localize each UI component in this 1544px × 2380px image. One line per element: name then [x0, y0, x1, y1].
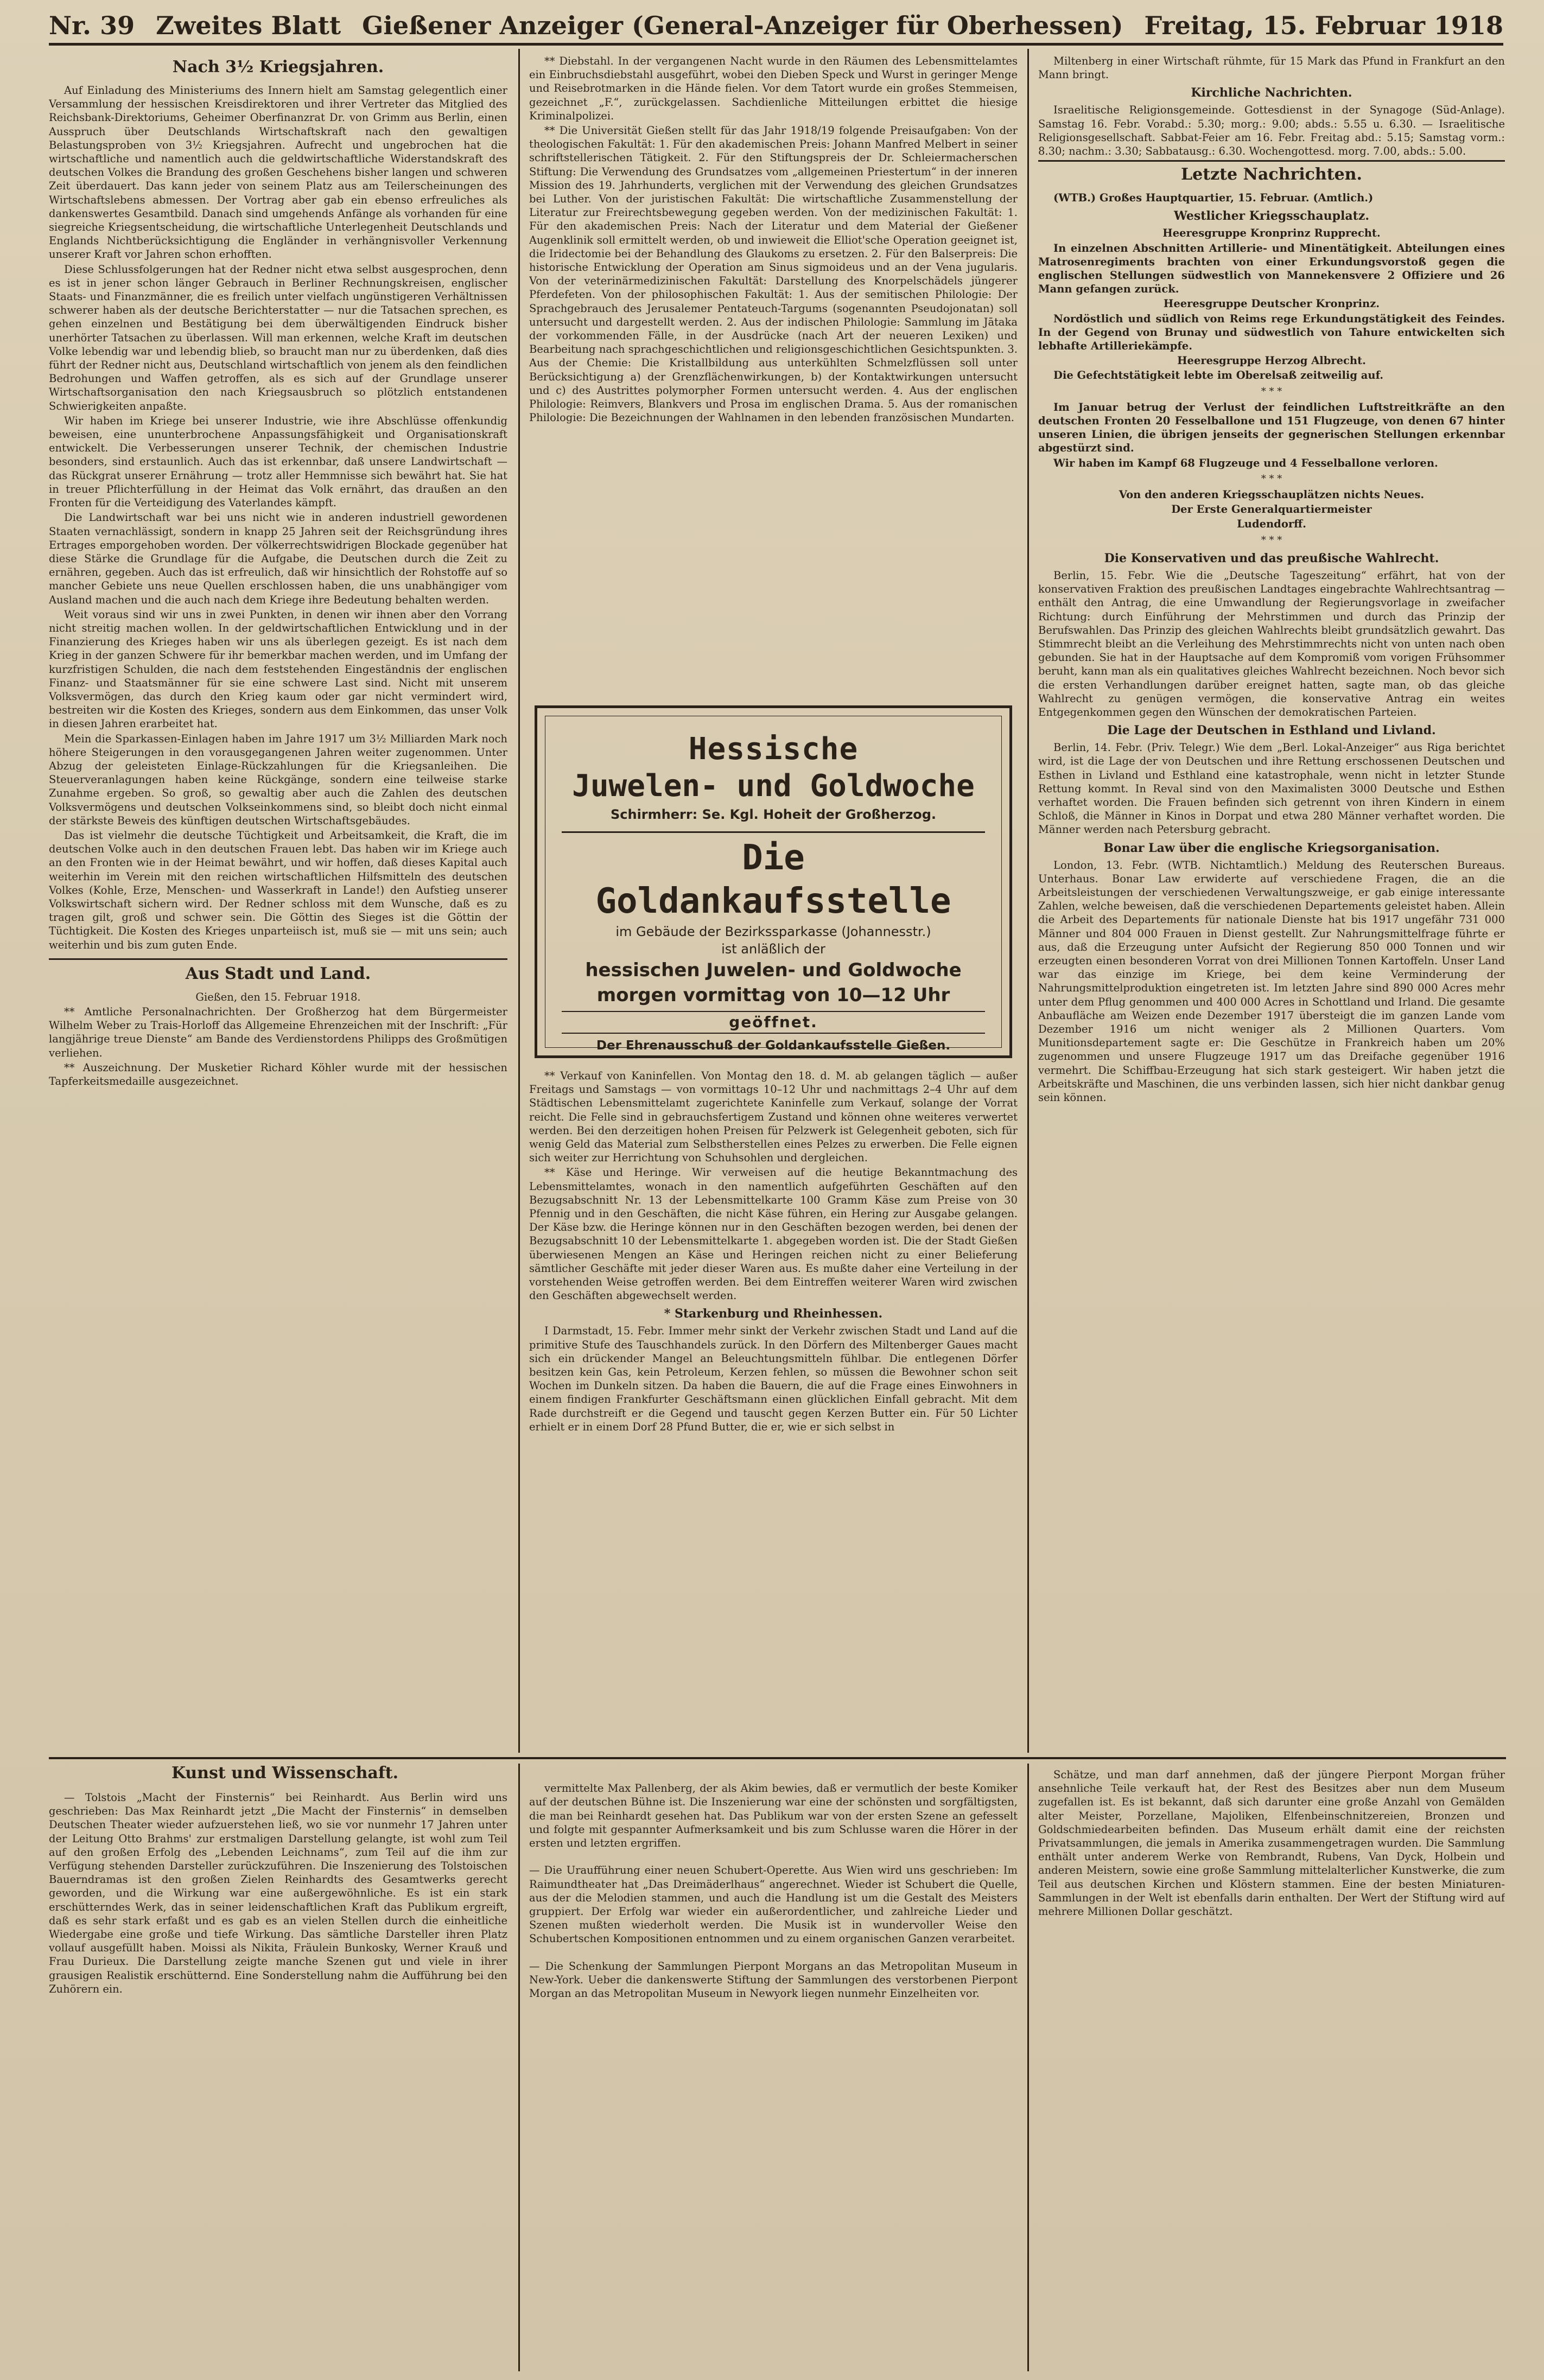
army-group: Heeresgruppe Deutscher Kronprinz.: [1163, 297, 1380, 310]
church-text: Israelitische Religionsgemeinde. Gottesdienst in der Synagoge (Süd-Anlage). Samstag 16. Febr. Vorabd.: 5.30; morg.: 9.00; abds.: 5.55 u. 6.30. — Israelitische Religionsgesellschaft. Sabbat-Feier am 16. Febr. Freitag abd.: 5.15; Samstag vorm.: 8.30; nachm.: 3.30; Sabbatausg.: 6.30. Wochengottesd. morg. 7.00, abds.: 5.00.: [1038, 104, 1505, 158]
west-front-heading: Westlicher Kriegsschauplatz.: [1174, 209, 1369, 224]
news-intro: (WTB.) Großes Hauptquartier, 15. Februar. (Amtlich.): [1053, 192, 1374, 205]
other-fronts: Von den anderen Kriegsschauplätzen nichts Neues.: [1119, 488, 1425, 501]
article-paragraph: Berlin, 15. Febr. Wie die „Deutsche Tageszeitung“ erfährt, hat von der konservativen Fraktion des preußischen Landtages eingebrachte Wahlrechtsantrag — enthält den Antrag, die eine Umwandlung der Regierungsvorlage in zweifacher Richtung: durch Einführung der Mehrstimmen und durch das Prinzip der Berufswahlen. Das Prinzip des gleichen Wahlrechts bleibt grundsätzlich gewahrt. Das Stimmrecht bleibt an die Verleihung des Mehrstimmrechts nicht von unten nach oben gebunden. Sie hat in der Hauptsache auf dem Kompromiß vom vorigen Frühsommer beruht, kann man als ein qualitatives gleiches Wahlrecht bezeichnen. Noch bevor sich die ersten Verhandlungen darüber ereignet hatten, sagte man, ob das gleiche Wahlrecht zu genügen vermögen, die konservative Antrag ein weites Entgegenkommen gegen den Wünschen der demokratischen Parteien.: [1038, 569, 1505, 718]
church-heading: Kirchliche Nachrichten.: [1191, 86, 1352, 100]
column-2-upper: [529, 54, 1018, 697]
article-paragraph: ** Käse und Heringe. Wir verweisen auf die heutige Bekanntmachung des Lebensmittelamtes, wonach in den namentlich aufgeführten Geschäften auf den Bezugsabschnitt Nr. 13 der Lebensmittelkarte 100 Gramm Käse zum Preise von 30 Pfennig und in den Geschäften, die nicht Käse führen, ein Hering zur Ausgabe gelangen. Der Käse bzw. die Heringe können nur in den Geschäften bezogen werden, bei denen der Bezugsabschnitt 10 der Lebensmittelkarte 1. abgegeben worden ist. Die der Stadt Gießen überwiesenen Mengen an Käse und Heringen reichen nicht zu einer Belieferung sämtlicher Geschäfte mit jeder dieser Waren aus. Es mußte daher eine Verteilung in der vorstehenden Weise getroffen werden. Bei dem Eintreffen weiterer Waren wird zwischen den Geschäften abgewechselt werden.: [529, 1166, 1018, 1302]
article-paragraph: Berlin, 14. Febr. (Priv. Telegr.) Wie dem „Berl. Lokal-Anzeiger“ aus Riga berichtet wird, ist die Lage der von Deutschen und ihre Rettung erschossenen Deutschen und Esthen in Livland und Esthland eine katastrophale, wenn nicht in letzter Stunde Rettung kommt. In Reval sind von den Maximalisten 3000 Deutsche und Esthen verhaftet worden. Die Frauen befinden sich getrennt von ihren Kindern in einem Schloß, die Männer in Kinos in Dorpat und etwa 280 Männer verhaftet worden. Die Männer werden nach Petersburg gebracht.: [1038, 741, 1505, 836]
article-paragraph: vermittelte Max Pallenberg, der als Akim bewies, daß er vermutlich der beste Komiker auf der deutschen Bühne ist. Die Inszenierung war eine der schönsten und sorgfältigsten, die man bei Reinhardt gesehen hat. Das Publikum war von der ersten Szene an gefesselt und folgte mit gespannter Aufmerksamkeit und bis zum Schlusse waren die Hörer in der ersten und letzten ergriffen. — Die Uraufführung einer neuen Schubert-Operette. Aus Wien wird uns geschrieben: Im Raimundtheater hat „Das Dreimäderlhaus“ angerechnet. Wieder ist Schubert die Quelle, aus der die Melodien stammen, und auch die Handlung ist um die Gestalt des Meisters gruppiert. Der Erfolg war wieder ein außerordentlicher, und zahlreiche Lieder und Szenen mußten wiederholt werden. Die Musik ist in wundervoller Weise den Schubertschen Kompositionen entnommen und zu einem organischen Ganzen verarbeitet. — Die Schenkung der Sammlungen Pierpont Morgans an das Metropolitan Museum in New-York. Ueber die dankenswerte Stiftung der Sammlungen des verstorbenen Pierpont Morgan an das Metropolitan Museum in Newyork liegen nunmehr Einzelheiten vor.: [529, 1782, 1018, 2000]
ad-line-goldwoche: Juwelen- und Goldwoche: [572, 768, 975, 804]
local-paragraph: ** Amtliche Personalnachrichten. Der Großherzog hat dem Bürgermeister Wilhelm Weber zu Trais-Horloff das Allgemeine Ehrenzeichen mit der Inschrift: „Für langjährige treue Dienste“ am Bande des Verdienstordens Philipps des Großmütigen verliehen.: [49, 1006, 507, 1059]
column-rule: [1027, 49, 1029, 1753]
army-group: Heeresgruppe Herzog Albrecht.: [1177, 354, 1366, 367]
article-heading: Nach 3½ Kriegsjahren.: [172, 58, 384, 77]
ad-event: hessischen Juwelen- und Goldwoche: [585, 959, 962, 981]
ad-headline: Die Goldankaufsstelle: [562, 831, 985, 923]
issue-date: Freitag, 15. Februar 1918: [1144, 10, 1503, 40]
separator: * * *: [1261, 385, 1282, 397]
ad-time: morgen vormittag von 10—12 Uhr: [596, 984, 950, 1006]
column-3: [1038, 54, 1505, 1753]
subsection-heading: * Starkenburg und Rheinhessen.: [664, 1307, 883, 1321]
sheet-label: Zweites Blatt: [156, 10, 341, 40]
ad-line-hessische: Hessische: [688, 731, 859, 767]
ad-signature: Der Ehrenausschuß der Goldankaufsstelle Gießen.: [596, 1039, 951, 1053]
column-rule: [518, 49, 520, 1753]
column-2-lower: [529, 1069, 1018, 1753]
army-report: Nordöstlich und südlich von Reims rege Erkundungstätigkeit des Feindes. In der Gegend von Brunay und südwestlich von Tahure entwickelten sich lebhafte Artilleriekämpfe.: [1038, 312, 1505, 353]
column-rule: [1027, 1764, 1029, 2371]
army-report: In einzelnen Abschnitten Artillerie- und Minentätigkeit. Abteilungen eines Matrosenregiments brachten von einer Erkundungsvorstoß gegen die englischen Stellungen südwestlich von Mannekensvere 2 Offiziere und 26 Mann gefangen zurück.: [1038, 241, 1505, 296]
ad-status: geöffnet.: [562, 1011, 985, 1034]
article-paragraph: Schätze, und man darf annehmen, daß der jüngere Pierpont Morgan früher ansehnliche Teile verkauft hat, der Rest des Besitzes aber nun dem Museum zugefallen ist. Es ist bekannt, daß sich darunter eine große Anzahl von Gemälden alter Meister, Porzellane, Majoliken, Elfenbeinschnitzereien, Bronzen und Goldschmiedearbeiten befinden. Das Museum erhält damit eine der reichsten Privatsammlungen, die jemals in Amerika zusammengetragen wurden. Die Sammlung enthält unter anderem Werke von Rembrandt, Rubens, Van Dyck, Holbein und anderen Meistern, sowie eine große Sammlung mittelalterlicher Kunstwerke, die zum Teil aus deutschen Kirchen und Klöstern stammen. Eine der besten Miniaturen-Sammlungen in der Welt ist ebenfalls darin enthalten. Der Wert der Stiftung wird auf mehrere Millionen Dollar geschätzt.: [1038, 1768, 1505, 1918]
bonar-law-heading: Bonar Law über die englische Kriegsorganisation.: [1103, 841, 1440, 855]
article-paragraph: Miltenberg in einer Wirtschaft rühmte, für 15 Mark das Pfund in Frankfurt an den Mann bringt.: [1038, 55, 1505, 81]
column-rule: [518, 1764, 520, 2371]
latest-news-heading: Letzte Nachrichten.: [1038, 160, 1505, 186]
article-paragraph: Wir haben im Kriege bei unserer Industrie, wie ihre Abschlüsse offenkundig beweisen, eine ununterbrochene Anpassungsfähigkeit und Organisationskraft entwickelt. Die Verbesserungen unserer Technik, der chemischen Industrie besonders, sind erstaunlich. Auch das ist erkennbar, daß unsere Landwirtschaft — das Rückgrat unserer Ernährung — trotz aller Hemmnisse sich bewährt hat. Sie hat in treuer Pflichterfüllung in der Heimat das Volk ernährt, das draußen an den Fronten für die Verteidigung des Vaterlandes kämpft.: [49, 414, 507, 510]
article-paragraph: Weit voraus sind wir uns in zwei Punkten, in denen wir ihnen aber den Vorrang nicht streitig machen wollen. In der geldwirtschaftlichen Entwicklung und in der Finanzierung des Krieges haben wir uns als überlegen gezeigt. Es ist nach dem Krieg in der ganzen Schwere für ihr bemerkbar machen werden, und im Umfang der kurzfristigen Schulden, die nach dem feststehenden Eingeständnis der englischen Finanz- und Staatsmänner für sie eine schwere Last sind. Nicht mit unserem Volksvermögen, das durch den Krieg kaum oder gar nicht vermindert wird, bestreiten wir die Kosten des Krieges, sondern aus dem Einkommen, das unser Volk in diesen Jahren erarbeitet hat.: [49, 608, 507, 730]
army-group: Heeresgruppe Kronprinz Rupprecht.: [1162, 227, 1381, 240]
article-paragraph: ** Verkauf von Kaninfellen. Von Montag den 18. d. M. ab gelangen täglich — außer Freitags und Samstags — von vormittags 10–12 Uhr und nachmittags 2–4 Uhr auf dem Städtischen Lebensmittelamt zugerichtete Kaninfelle zum Verkauf, solange der Vorrat reicht. Die Felle sind in gebrauchsfertigem Zustand und können ohne weiteres verwertet werden. Bei den derzeitigen hohen Preisen für Pelzwerk ist Gelegenheit geboten, sich für wenig Geld das Material zum Selbstherstellen eines Pelzes zu erwerben. Die Felle eignen sich weiter zur Herrichtung von Schuhsohlen und dergleichen.: [529, 1070, 1018, 1164]
own-losses: Wir haben im Kampf 68 Flugzeuge und 4 Fesselballone verloren.: [1053, 456, 1438, 469]
ad-frame: [545, 716, 1002, 1053]
ad-occasion: ist anläßlich der: [721, 941, 825, 957]
article-paragraph: Das ist vielmehr die deutsche Tüchtigkeit und Arbeitsamkeit, die Kraft, die im deutschen Volke auch in den deutschen Frauen lebt. Das haben wir im Kriege auch an den Fronten wie in der Heimat bewährt, und wir hoffen, daß dieses Kapital auch weiterhin im Verein mit den reichen wirtschaftlichen Hilfsmitteln des deutschen Volkes (Kohle, Erze, Menschen- und Wasserkraft in Lande!) den Aufstieg unserer Volkswirtschaft sichern wird. Der Redner schloss mit dem Wunsche, daß es zu tragen gilt, groß und schwer sein. Die Göttin des Sieges ist die Göttin der Tüchtigkeit. Die Kosten des Krieges unparteiisch ist, muß sie — mit uns sein; auch weiterhin und bis zum guten Ende.: [49, 829, 507, 951]
separator: * * *: [1261, 534, 1282, 546]
signer-title: Der Erste Generalquartiermeister: [1171, 503, 1372, 516]
baltic-heading: Die Lage der Deutschen in Esthland und Livland.: [1107, 723, 1436, 738]
article-paragraph: — Tolstois „Macht der Finsternis“ bei Reinhardt. Aus Berlin wird uns geschrieben: Das Max Reinhardt jetzt „Die Macht der Finsternis“ in demselben Deutschen Theater wieder aufzuerstehen ließ, wo sie vor nunmehr 17 Jahren unter der Leitung Otto Brahms' zur erstmaligen Darstellung gelangte, ist wohl zum Teil auf den großen Erfolg des „Lebenden Leichnams“, zum Teil auf die ihm zur Verfügung stehenden Darsteller zurückzuführen. Die Inszenierung des Tolstoischen Bauerndramas ist den großen Zielen Reinhardts des Gesamtwerks gerecht geworden, und die Wirkung war eine außergewöhnliche. Es ist ein stark erschütterndes Werk, das in seiner leidenschaftlichen Kraft das Publikum ergreift, daß es sehr stark erfaßt und es gab es an vielen Stellen durch die einheitliche Wiedergabe eine große und tiefe Wirkung. Das sämtliche Darsteller ihren Platz vollauf ausgefüllt haben. Moissi als Nikita, Fräulein Bunkosky, Werner Krauß und Frau Durieux. Die Darstellung zeigte manche Szenen gut und viele in ihrer grausigen Realistik erschütternd. Eine Sonderstellung nahm die Aufführung bei den Zuhörern ein.: [49, 1791, 507, 1995]
local-paragraph: ** Auszeichnung. Der Musketier Richard Köhler wurde mit der hessischen Tapferkeitsmedaille ausgezeichnet.: [49, 1061, 507, 1088]
art-column-3: [1038, 1768, 1505, 2371]
signer-name: Ludendorff.: [1237, 518, 1306, 531]
army-report: Die Gefechtstätigkeit lebte im Oberelsaß zeitweilig auf.: [1053, 369, 1384, 382]
article-paragraph: London, 13. Febr. (WTB. Nichtamtlich.) Meldung des Reuterschen Bureaus. Unterhaus. Bonar Law erwiderte auf verschiedene Fragen, die an die Arbeitsleistungen der verschiedenen Verwaltungszweige, er gab einige interessante Zahlen, welche beweisen, daß die verschiedenen Departements geleistet haben. Allein die Arbeit des Departements für nationale Dienste hat bis 1917 ungefähr 731 000 Männer und 804 000 Frauen in Dienst gestellt. Zur Nahrungsmittelfrage führte er aus, daß die Erzeugung unter Aufsicht der Regierung 850 000 Tonnen und wir erzeugten einen besonderen Vorrat von drei Millionen Tonnen Kartoffeln. Unser Land war das einzige im Kriege, bei dem keine Verminderung der Nahrungsmittelproduktion eingetreten ist. Im letzten Jahre sind 890 000 Acres mehr unter dem Pflug genommen und 400 000 Acres in Schottland und Irland. Die gesamte Anbaufläche am Weizen ende Dezember 1917 übersteigt die im ganzen Lande vom Dezember 1916 um nicht weniger als 2 Millionen Quarters. Vom Munitionsdepartement sagte er: Die Geschütze in Frankreich haben um 20% zugenommen und unsere Flugzeuge 1917 um das Dreifache gegenüber 1916 vermehrt. Die Schiffbau-Erzeugung hat sich stark gesteigert. Wir haben jetzt die Arbeitskräfte und Maschinen, die uns verbinden lassen, sich hier nicht dankbar genug sein können.: [1038, 858, 1505, 1104]
article-paragraph: Die Landwirtschaft war bei uns nicht wie in anderen industriell gewordenen Staaten vernachlässigt, sondern in knapp 25 Jahren seit der Reichsgründung ihres Ertrages emporgehoben worden. Der völkerrechtswidrigen Blockade gegenüber hat diese Stärke die Grundlage für die Aufgabe, die Deutschen durch die Zeit zu ernähren, gegeben. Auch das ist erfreulich, daß wir hinsichtlich der Rohstoffe auf so mancher Gebiete uns neue Quellen erschlossen haben, die uns unabhängiger vom Ausland machen und die auch nach dem Kriege ihre Bedeutung behalten werden.: [49, 511, 507, 606]
column-1: [49, 54, 507, 1753]
masthead: [49, 8, 1503, 46]
article-paragraph: ** Diebstahl. In der vergangenen Nacht wurde in den Räumen des Lebensmittelamtes ein Einbruchsdiebstahl ausgeführt, wobei den Dieben Speck und Wurst in geringer Menge und Reisebrotmarken in die Hände fielen. Vor dem Tatort wurde ein großes Stemmeisen, gezeichnet „F.“, zurückgelassen. Sachdienliche Mitteilungen erbittet die hiesige Kriminalpolizei.: [529, 55, 1018, 122]
local-news-heading: Aus Stadt und Land.: [49, 958, 507, 985]
art-column-1: [49, 1791, 507, 2371]
dateline: Gießen, den 15. Februar 1918.: [195, 990, 361, 1003]
losses-report: Im Januar betrug der Verlust der feindlichen Luftstreitkräfte an den deutschen Fronten 20 Fesselballone und 151 Flugzeuge, von denen 67 hinter unseren Linien, die übrigen jenseits der gegnerischen Stellungen erkennbar abgestürzt sind.: [1038, 400, 1505, 455]
section-rule: [49, 1757, 1506, 1759]
ad-place: im Gebäude der Bezirkssparkasse (Johannesstr.): [615, 924, 931, 939]
issue-number: Nr. 39: [49, 10, 135, 40]
article-paragraph: I Darmstadt, 15. Febr. Immer mehr sinkt der Verkehr zwischen Stadt und Land auf die primitive Stufe des Tauschhandels zurück. In den Dörfern des Miltenberger Gaues macht sich ein drückender Mangel an Beleuchtungsmitteln fühlbar. Die entlegenen Dörfer besitzen kein Gas, kein Petroleum, Kerzen fehlen, so müssen die Bewohner schon seit Wochen im Dunkeln sitzen. Da haben die Bauern, die auf die Frage eines Einwohners in einem findigen Frankfurter Geschäftsmann einen glücklichen Einfall gebracht. Mit dem Rade durchstreift er die Gegend und tauscht gegen Kerzen Butter ein. Für 50 Lichter erhielt er in einem Dorf 28 Pfund Butter, die er, wie er sich selbst in: [529, 1325, 1018, 1433]
article-paragraph: ** Die Universität Gießen stellt für das Jahr 1918/19 folgende Preisaufgaben: Von der theologischen Fakultät: 1. Für den akademischen Preis: Johann Manfred Melbert in seiner schriftstellerischen Tätigkeit. 2. Für den Stiftungspreis der Dr. Schleiermacherschen Stiftung: Die Verwendung des Grundsatzes vom „allgemeinen Priestertum“ in der inneren Mission des 19. Jahrhunderts, verglichen mit der Verwendung des gleichen Grundsatzes bei Luther. Von der juristischen Fakultät: Die wirtschaftliche Zusammenstellung der Literatur zur Freirechtsbewegung gegeben werden. Von der medizinischen Fakultät: 1. Für den akademischen Preis: Nach der Literatur und dem Material der Gießener Augenklinik soll ermittelt werden, ob und inwieweit die Elliot'sche Operation geeignet ist, die Iridectomie bei der Behandlung des Glaukoms zu ersetzen. 2. Für den Balserpreis: Die historische Entwicklung der Operation am Sinus sigmoideus und an der Vena jugularis. Von der veterinärmedizinischen Fakultät: Darstellung des Knorpelschädels jüngerer Pferdefeten. Von der philosophischen Fakultät: 1. Aus der semitischen Philologie: Der Sprachgebrauch des Jerusalemer Pentateuch-Targums (sogenannten Pseudojonatan) soll untersucht und dargestellt werden. 2. Aus der indischen Philologie: Sammlung im Jātaka der vorkommenden Fälle, in der Ausdrücke (nach Art der neueren Lexiken) und Bearbeitung nach sprachgeschichtlichen und religionsgeschichtlichen Gesichtspunkten. 3. Aus der Chemie: Die Kristallbildung aus unterkühlten Schmelzflüssen soll unter Berücksichtigung a) der Grenzflächenwirkungen, b) der Kontaktwirkungen untersucht und c) des Austrittes polymorpher Formen untersucht werden. 4. Aus der englischen Philologie: Reimvers, Blankvers und Prosa im englischen Drama. 5. Aus der romanischen Philologie: Die Bezeichnungen der Wahlnamen in den lebenden französischen Mundarten.: [529, 124, 1018, 424]
ad-patron: Schirmherr: Se. Kgl. Hoheit der Großherzog.: [610, 807, 937, 822]
newspaper-title: Gießener Anzeiger (General-Anzeiger für Oberhessen): [362, 10, 1123, 40]
article-paragraph: Diese Schlussfolgerungen hat der Redner nicht etwa selbst ausgesprochen, denn es ist in jener schon länger Gebrauch in Berliner Rechnungskreisen, englischer Staats- und Finanzmänner, die es freilich unter vielfach ungünstigeren Verhältnissen schwerer haben als der deutsche Berichterstatter — nur die Tatsachen sprechen, es gehen einzelnen und Bestätigung bei dem überwältigenden Eindruck bisher unerhörter Tatsachen zu überlassen. Will man erkennen, welche Kraft im deutschen Volke lebendig war und lebendig blieb, so braucht man nur zu überdenken, daß dies führt der Redner nicht aus, Deutschland wirtschaftlich von jenem als den feindlichen Bedrohungen und Waffen getroffen, als es sich auf der Grundlage unserer Wirtschaftsorganisation den nach Kriegsausbruch so plötzlich entstandenen Schwierigkeiten anpaßte.: [49, 263, 507, 412]
art-column-2: [529, 1768, 1018, 2371]
conservative-heading: Die Konservativen und das preußische Wahlrecht.: [1104, 551, 1439, 565]
art-section-heading: Kunst und Wissenschaft.: [171, 1764, 399, 1783]
goldankauf-advertisement: [535, 705, 1012, 1058]
separator: * * *: [1261, 473, 1282, 485]
article-paragraph: Mein die Sparkassen-Einlagen haben im Jahre 1917 um 3½ Milliarden Mark noch höhere Steigerungen in den vorausgegangenen Jahren weiter zugenommen. Unter Abzug der geleisteten Einlage-Rückzahlungen für die Kriegsanleihen. Die Steuerveranlagungen haben keine Rückgänge, sondern eine teilweise starke Zunahme ergeben. So groß, so gewaltig aber auch die Zahlen des deutschen Volksvermögens und deutschen Volkseinkommens sind, so bleibt doch nicht einmal der stärkste Beweis des künftigen deutschen Wirtschaftsgebäudes.: [49, 732, 507, 827]
article-paragraph: Auf Einladung des Ministeriums des Innern hielt am Samstag gelegentlich einer Versammlung der hessischen Kreisdirektoren und ihrer Vertreter das Mitglied des Reichsbank-Direktoriums, Geheimer Oberfinanzrat Dr. von Grimm aus Berlin, einen Ausspruch über Deutschlands Wirtschaftskraft nach den gewaltigen Belastungsproben von 3½ Kriegsjahren. Aufrecht und ungebrochen hat die wirtschaftliche und namentlich auch die geldwirtschaftliche Widerstandskraft des deutschen Volkes die Brandung des großen Geschehens bisher langen und schweren Zeit überdauert. Das kann jeder von seinem Platz aus am Teilerscheinungen des Wirtschaftslebens abmessen. Der Vortrag aber gab ein ebenso erfreuliches als dankenswertes Gesamtbild. Danach sind umgehends Anfänge als vorhanden für eine siegreiche Kriegsentscheidung, die wirtschaftliche Unterlegenheit Deutschlands und Englands Nichtberücksichtigung die Engländer in verhängnisvoller Verkennung unserer Kraft vor Jahren schon erhofften.: [49, 84, 507, 261]
